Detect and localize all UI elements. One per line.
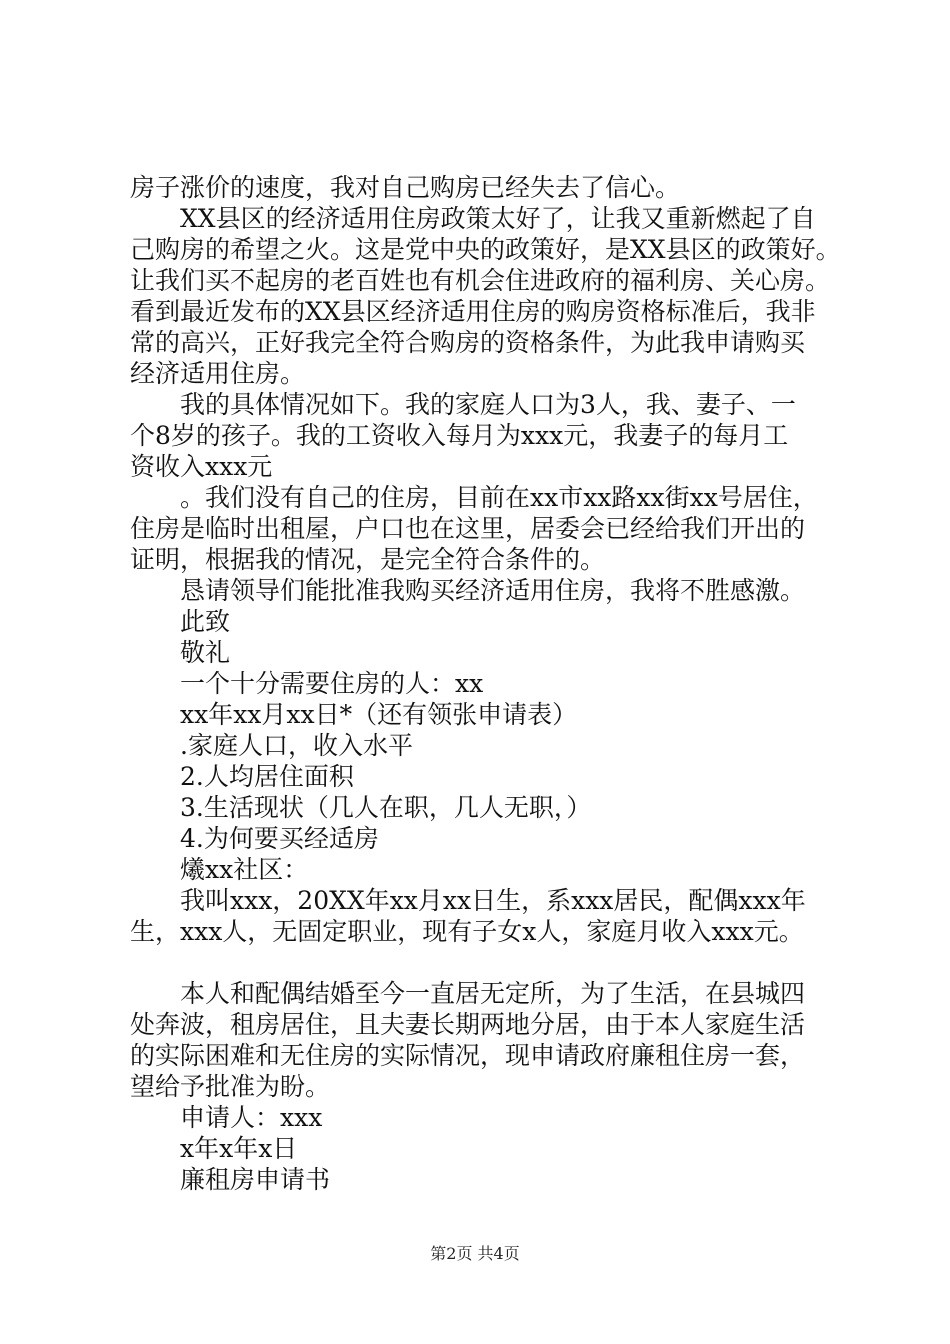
closing-regards: 敬礼 bbox=[180, 638, 231, 667]
text-line: 生，xxx人，无固定职业，现有子女x人，家庭月收入xxx元。 bbox=[130, 917, 804, 946]
text-line: 房子涨价的速度，我对自己购房已经失去了信心。 bbox=[130, 173, 681, 202]
text-line: 。我们没有自己的住房，目前在xx市xx路xx街xx号居住， bbox=[180, 483, 818, 512]
text-line: 让我们买不起房的老百姓也有机会住进政府的福利房、关心房。 bbox=[130, 266, 831, 295]
list-item: 3.生活现状（几人在职，几人无职，） bbox=[180, 793, 592, 822]
text-line: 恳请领导们能批准我购买经济适用住房，我将不胜感激。 bbox=[180, 576, 806, 605]
text-line: 我的具体情况如下。我的家庭人口为3人，我、妻子、一 bbox=[180, 390, 796, 419]
blank-line bbox=[130, 947, 835, 978]
date-line: x年x年x日 bbox=[180, 1134, 298, 1163]
text-line: 证明，根据我的情况，是完全符合条件的。 bbox=[130, 545, 606, 574]
applicant-line: 申请人：xxx bbox=[180, 1103, 323, 1132]
text-line: 望给予批准为盼。 bbox=[130, 1072, 331, 1101]
text-line: XX县区的经济适用住房政策太好了，让我又重新燃起了自 bbox=[180, 204, 816, 233]
closing-salutation: 此致 bbox=[180, 607, 231, 636]
text-line: 住房是临时出租屋，户口也在这里，居委会已经给我们开出的 bbox=[130, 514, 806, 543]
document-body bbox=[130, 172, 841, 1195]
text-line: 个8岁的孩子。我的工资收入每月为xxx元，我妻子的每月工 bbox=[130, 421, 789, 450]
page-footer: 第2页 共4页 bbox=[430, 1244, 520, 1263]
signature-line: 一个十分需要住房的人：xx bbox=[180, 669, 484, 698]
text-line: 己购房的希望之火。这是党中央的政策好，是XX县区的政策好。 bbox=[130, 235, 841, 264]
list-item: .家庭人口，收入水平 bbox=[180, 731, 413, 760]
text-line: 看到最近发布的XX县区经济适用住房的购房资格标准后，我非 bbox=[130, 297, 816, 326]
list-item: 2.人均居住面积 bbox=[180, 762, 354, 791]
document-heading: 廉租房申请书 bbox=[180, 1165, 331, 1194]
addressee-line: 爔xx社区： bbox=[180, 855, 309, 884]
text-line: 的实际困难和无住房的实际情况，现申请政府廉租住房一套， bbox=[130, 1041, 806, 1070]
text-line: 我叫xxx，20XX年xx月xx日生，系xxx居民，配偶xxx年 bbox=[180, 886, 806, 915]
text-line: 资收入xxx元 bbox=[130, 452, 273, 481]
list-item: 4.为何要买经适房 bbox=[180, 824, 379, 853]
text-line: 处奔波，租房居住，且夫妻长期两地分居，由于本人家庭生活 bbox=[130, 1010, 806, 1039]
date-line: xx年xx月xx日*（还有领张申请表） bbox=[180, 700, 578, 729]
text-line: 经济适用住房。 bbox=[130, 359, 306, 388]
text-line: 本人和配偶结婚至今一直居无定所，为了生活，在县城四 bbox=[180, 979, 806, 1008]
text-line: 常的高兴，正好我完全符合购房的资格条件，为此我申请购买 bbox=[130, 328, 806, 357]
